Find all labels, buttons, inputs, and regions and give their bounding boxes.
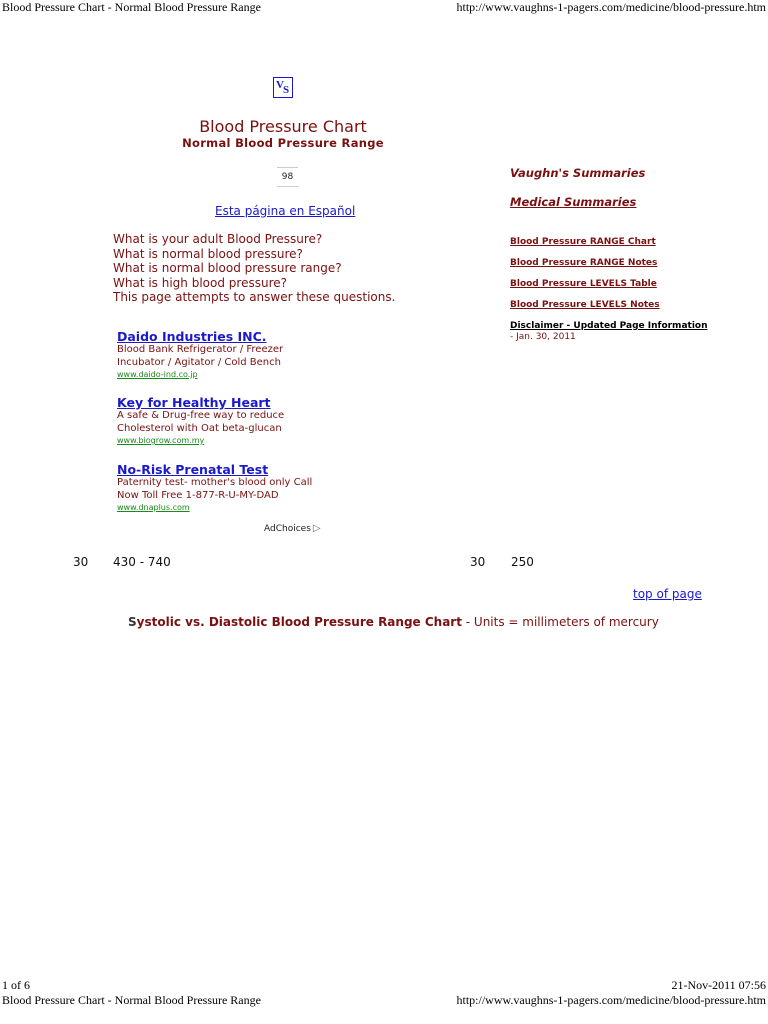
adchoices-icon: ▷: [312, 523, 321, 534]
ad-url-link[interactable]: www.daido-ind.co.jp: [117, 370, 198, 379]
chart-caption: [128, 615, 659, 629]
logo-letter-s: S: [283, 84, 290, 96]
question-line: What is normal blood pressure?: [113, 246, 303, 261]
range-value: 430 - 740: [113, 555, 171, 569]
hit-counter: 98: [277, 167, 298, 187]
print-footer-url: http://www.vaughns-1-pagers.com/medicine/blood-pressure.htm: [456, 993, 766, 1007]
page-subtitle: Normal Blood Pressure Range: [182, 136, 384, 150]
sidebar-link-levels-table[interactable]: Blood Pressure LEVELS Table: [510, 279, 657, 289]
range-value: 250: [511, 555, 534, 569]
range-value: 30: [470, 555, 486, 569]
caption-units: - Units = millimeters of mercury: [461, 615, 659, 629]
question-line: What is your adult Blood Pressure?: [113, 232, 323, 246]
ad-text-line: Now Toll Free 1-877-R-U-MY-DAD: [117, 489, 279, 501]
intro-questions: [113, 232, 395, 305]
ad-text-line: Incubator / Agitator / Cold Bench: [117, 356, 281, 368]
print-footer-timestamp: 21-Nov-2011 07:56: [671, 978, 766, 992]
ad-url-link[interactable]: www.dnaplus.com: [117, 503, 190, 512]
ad-url-link[interactable]: www.biogrow.com.my: [117, 436, 205, 445]
question-line: What is high blood pressure?: [113, 275, 287, 290]
sidebar-link-levels-notes[interactable]: Blood Pressure LEVELS Notes: [510, 300, 660, 310]
caption-bold-text: ystolic vs. Diastolic Blood Pressure Range Chart: [136, 615, 462, 629]
page-title: Blood Pressure Chart: [199, 117, 367, 136]
ad-block: [117, 329, 357, 380]
sidebar-heading-vaughns[interactable]: Vaughn's Summaries: [510, 166, 646, 180]
ad-text-line: Cholesterol with Oat beta-glucan: [117, 422, 282, 434]
print-footer-title: Blood Pressure Chart - Normal Blood Pressure Range: [2, 993, 261, 1007]
ad-text-line: A safe & Drug-free way to reduce: [117, 410, 285, 421]
ad-text-line: Blood Bank Refrigerator / Freezer: [117, 344, 284, 355]
adchoices-label: AdChoices: [264, 524, 311, 534]
updated-date: - Jan. 30, 2011: [510, 332, 576, 342]
sidebar-heading-medical[interactable]: Medical Summaries: [510, 195, 637, 209]
sidebar-link-range-notes[interactable]: Blood Pressure RANGE Notes: [510, 258, 658, 268]
ad-title-link[interactable]: No-Risk Prenatal Test: [117, 462, 269, 477]
adchoices-link[interactable]: [264, 523, 321, 534]
print-footer-page: 1 of 6: [2, 978, 30, 992]
top-of-page-link[interactable]: top of page: [633, 587, 702, 601]
logo-letter-v: V: [276, 79, 284, 91]
sidebar-link-range-chart[interactable]: Blood Pressure RANGE Chart: [510, 237, 656, 247]
print-header-url: http://www.vaughns-1-pagers.com/medicine/blood-pressure.htm: [456, 0, 766, 14]
ad-title-link[interactable]: Key for Healthy Heart: [117, 395, 271, 410]
print-header-title: Blood Pressure Chart - Normal Blood Pressure Range: [2, 0, 261, 14]
vs-logo[interactable]: [273, 77, 293, 98]
ad-block: [117, 395, 357, 446]
range-value: 30: [73, 555, 89, 569]
ad-block: [117, 462, 357, 513]
question-line: What is normal blood pressure range?: [113, 261, 342, 275]
caption-first-letter: S: [128, 615, 137, 629]
spanish-page-link[interactable]: Esta página en Español: [215, 204, 356, 218]
ad-title-link[interactable]: Daido Industries INC.: [117, 329, 267, 344]
question-line: This page attempts to answer these questions.: [113, 290, 396, 304]
disclaimer-link[interactable]: Disclaimer - Updated Page Information: [510, 321, 708, 331]
ad-text-line: Paternity test- mother's blood only Call: [117, 477, 313, 488]
